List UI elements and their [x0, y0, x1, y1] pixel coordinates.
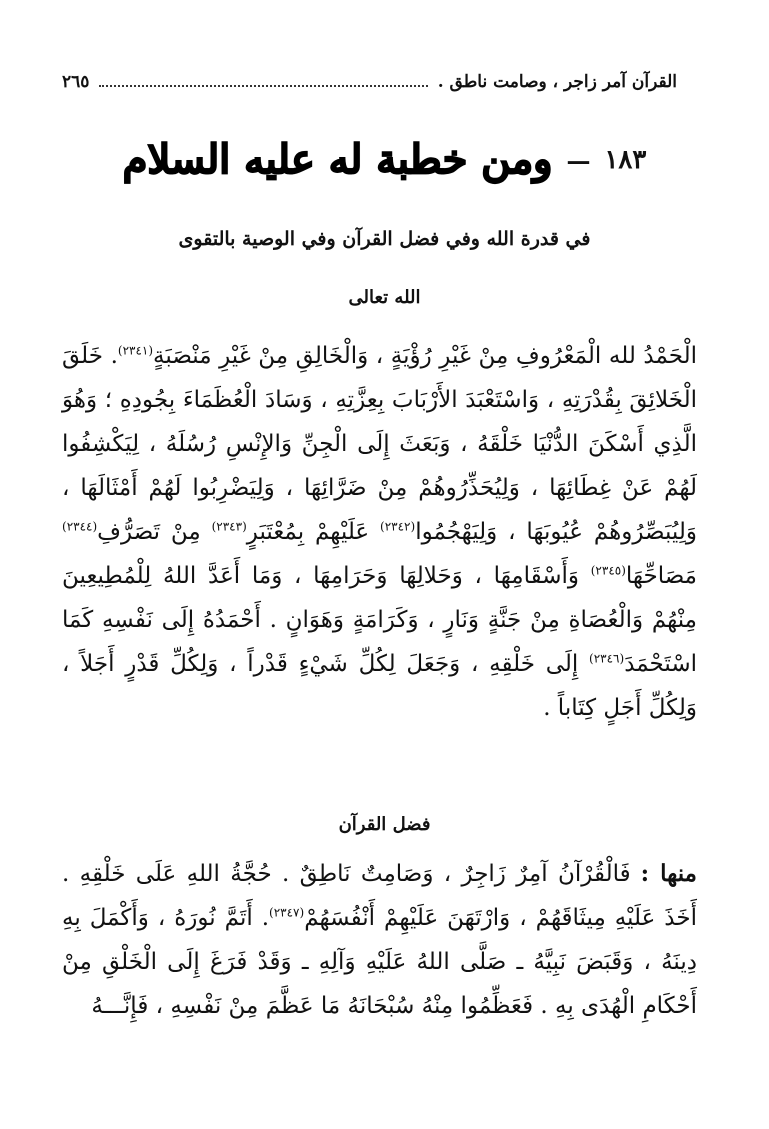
footnote-marker: (٢٣٤٤): [62, 519, 98, 534]
text-run: . خَلَقَ الْخَلائِقَ بِقُدْرَتِهِ ، وَاسْتَعْبَدَ الأَرْبَابَ بِعِزَّتِهِ ، وَسَادَ الْعُظَمَاءَ بِجُودِهِ ؛ وَهُوَ الَّذِي أَسْكَنَ الدُّنْيَا خَلْقَهُ ، وَبَعَثَ إِلَى الْجِنِّ وَالإِنْسِ رُسُلَهُ ، لِيَكْشِفُوا لَهُمْ عَنْ غِطَائِهَا ، وَلِيُحَذِّرُوهُمْ مِنْ ضَرَّائِهَا ، وَلِيَضْرِبُوا لَهُمْ أَمْثَالَهَا ، وَلِيُبَصِّرُوهُمْ عُيُوبَهَا ، وَلِيَهْجُمُوا: [62, 343, 697, 545]
footnote-marker: (٢٣٤٥): [590, 563, 626, 578]
page-number: ٢٦٥: [62, 72, 90, 92]
running-title: القرآن آمر زاجر ، وصامت ناطق .: [437, 72, 677, 92]
section-heading-quran: فضل القرآن: [338, 814, 431, 835]
sermon-calligraphy-title: ومن خطبة له عليه السلام: [122, 136, 553, 183]
text-run: فَالْقُرْآنُ آمِرٌ زَاجِرٌ ، وَصَامِتٌ نَاطِقٌ . حُجَّةُ اللهِ عَلَى خَلْقِهِ . أَخَذَ عَلَيْهِ مِيثَاقَهُمْ ، وَارْتَهَنَ عَلَيْهِمْ أَنْفُسَهُمْ: [62, 861, 697, 931]
paragraph-praise: [62, 334, 697, 730]
footnote-marker: (٢٣٤١): [117, 343, 154, 358]
text-run: عَلَيْهِمْ بِمُعْتَبَرٍ: [246, 519, 370, 545]
text-run: مِنْ تَصَرُّفِ: [97, 519, 201, 545]
excerpt-lead: منها :: [640, 860, 697, 887]
text-run: مَصَاحِّهَا: [625, 563, 697, 589]
sermon-dash: —: [566, 145, 591, 175]
paragraph-quran: [62, 852, 697, 1028]
sermon-number: ١٨٣: [604, 145, 647, 175]
dotted-leader: [99, 85, 427, 87]
section-heading-god: الله تعالى: [348, 287, 421, 308]
footnote-marker: (٢٣٤٣): [211, 519, 247, 534]
running-header: [62, 72, 677, 92]
text-run: . أَتَمَّ نُورَهُ ، وَأَكْمَلَ بِهِ دِينَهُ ، وَقَبَضَ نَبِيَّهُ ـ صَلَّى اللهُ عَلَيْهِ وَآلِهِ ـ وَقَدْ فَرَغَ إِلَى الْخَلْقِ مِنْ أَحْكَامِ الْهُدَى بِهِ . فَعَظِّمُوا مِنْهُ سُبْحَانَهُ مَا عَظَّمَ مِنْ نَفْسِهِ ، فَإِنَّـــهُ: [62, 905, 697, 1019]
text-run: وَأَسْقَامِهَا ، وَحَلالِهَا وَحَرَامِهَا ، وَمَا أَعَدَّ اللهُ لِلْمُطِيعِينَ مِنْهُمْ وَالْعُصَاةِ مِنْ جَنَّةٍ وَنَارٍ ، وَكَرَامَةٍ وَهَوَانٍ . أَحْمَدُهُ إِلَى نَفْسِهِ كَمَا اسْتَحْمَدَ: [62, 563, 698, 677]
footnote-marker: (٢٣٤٢): [380, 519, 416, 534]
sermon-heading: [0, 136, 769, 183]
text-run: إِلَى خَلْقِهِ ، وَجَعَلَ لِكُلِّ شَيْءٍ قَدْراً ، وَلِكُلِّ قَدْرٍ أَجَلاً ، وَلِكُلِّ أَجَلٍ كِتَاباً .: [62, 651, 697, 721]
footnote-marker: (٢٣٤٧): [269, 905, 305, 920]
sermon-subtitle: في قدرة الله وفي فضل القرآن وفي الوصية بالتقوى: [178, 228, 591, 250]
text-run: الْحَمْدُ لله الْمَعْرُوفِ مِنْ غَيْرِ رُؤْيَةٍ ، وَالْخَالِقِ مِنْ غَيْرِ مَنْصَبَةٍ: [153, 343, 697, 369]
footnote-marker: (٢٣٤٦): [589, 651, 625, 666]
